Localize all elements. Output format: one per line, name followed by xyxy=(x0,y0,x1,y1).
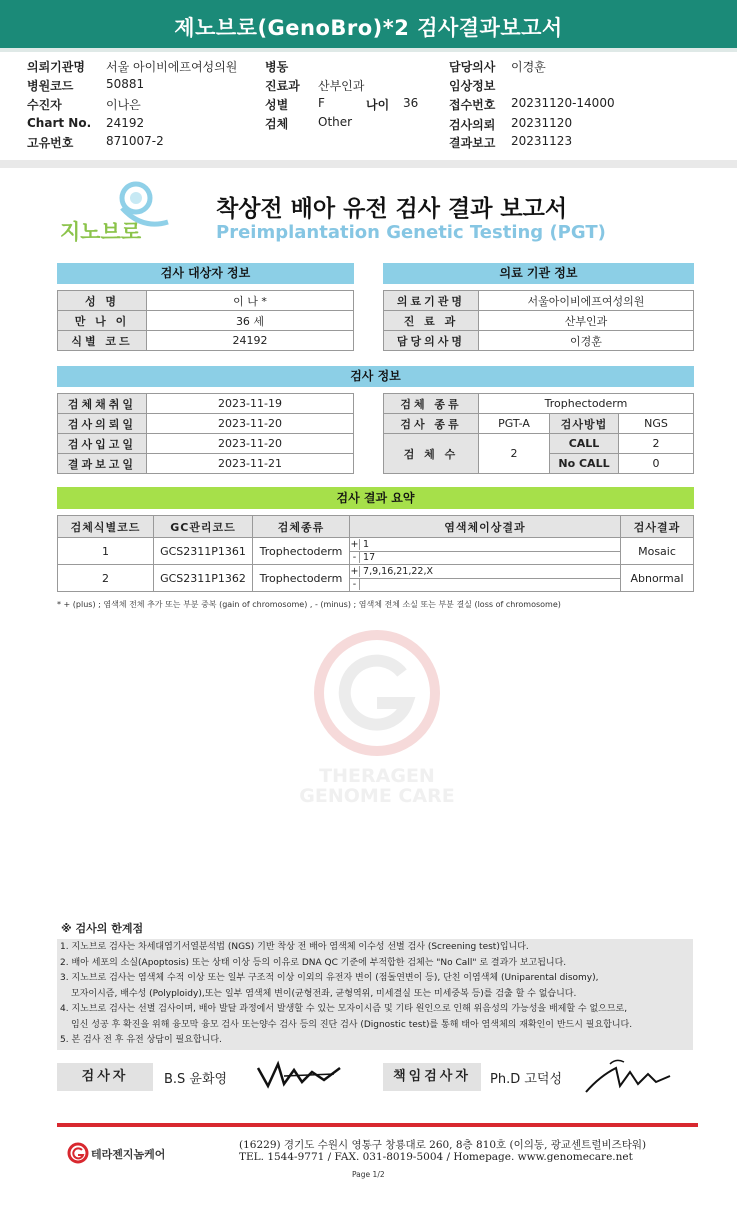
test-date-row xyxy=(58,434,354,454)
test-date-value: 2023-11-20 xyxy=(147,434,354,454)
value-doctor: 이경훈 xyxy=(511,60,546,74)
institution-label: 담당의사명 xyxy=(384,331,479,351)
test-method-label: 검사방법 xyxy=(550,414,619,434)
loss-chromosomes xyxy=(350,551,621,565)
gain-value: 7,9,16,21,22,X xyxy=(363,565,433,577)
institution-label: 의료기관명 xyxy=(384,291,479,311)
test-date-label: 검체채취일 xyxy=(58,394,147,414)
limitation-item: 4. 지노브로 검사는 선별 검사이며, 배아 발달 과정에서 발생할 수 있는 모자이시즘 및 기타 원인으로 인해 위음성의 가능성을 배제할 수 없으므로, xyxy=(60,1004,628,1014)
summary-header-row xyxy=(58,516,694,538)
value-result-report: 20231123 xyxy=(511,134,573,148)
institution-row xyxy=(384,291,694,311)
subject-value: 이 나 * xyxy=(147,291,354,311)
test-method-value: NGS xyxy=(619,414,694,434)
label-age: 나이 xyxy=(366,98,390,112)
test-type-value: PGT-A xyxy=(479,414,550,434)
label-chart-no: Chart No. xyxy=(27,116,92,130)
label-clinical-info: 임상정보 xyxy=(449,79,496,93)
test-info-section-header: 검사 정보 xyxy=(57,366,694,387)
test-date-value: 2023-11-19 xyxy=(147,394,354,414)
institution-table xyxy=(383,290,694,351)
company-name: 테라젠지놈케어 xyxy=(91,1148,166,1161)
subject-row xyxy=(58,291,354,311)
value-hospital-code: 50881 xyxy=(106,77,145,91)
subject-row xyxy=(58,331,354,351)
limitation-item: 2. 배아 세포의 소실(Apoptosis) 또는 상태 이상 등의 이유로 DNA QC 기준에 부적합한 검체는 "No Call" 로 결과가 보고됩니다. xyxy=(60,957,567,968)
limitation-item: 임신 성공 후 확진을 위해 융모막 융모 검사 또는양수 검사 등의 진단 검사 (Dignostic test)를 통해 태아 염색체의 재확인이 반드시 필요합니다. xyxy=(71,1019,633,1030)
call-label: CALL xyxy=(550,434,619,454)
header-divider xyxy=(0,48,737,52)
value-patient: 이나은 xyxy=(106,98,141,112)
specimen-count-value: 2 xyxy=(479,434,550,474)
summary-section-header: 검사 결과 요약 xyxy=(57,487,694,509)
test-dates-table xyxy=(57,393,354,474)
specimen-type: Trophectoderm xyxy=(253,565,350,592)
loss-chromosomes xyxy=(350,578,621,592)
plus-sign: + xyxy=(350,538,359,550)
limitation-item: 5. 본 검사 전 후 유전 상담이 필요합니다. xyxy=(60,1035,222,1045)
value-sex: F xyxy=(318,96,325,110)
tester-label: 검사자 xyxy=(57,1063,153,1091)
tester-name: B.S 윤화영 xyxy=(164,1072,228,1087)
test-detail-table xyxy=(383,393,694,474)
institution-value: 서울아이비에프여성의원 xyxy=(479,291,694,311)
limitations-box xyxy=(57,939,693,1050)
col-specimen-type: 검체종류 xyxy=(253,516,350,538)
director-name: Ph.D 고덕성 xyxy=(490,1072,563,1087)
summary-table xyxy=(57,515,694,592)
test-result: Abnormal xyxy=(621,565,694,592)
value-chart-no: 24192 xyxy=(106,116,145,130)
minus-sign: - xyxy=(350,552,360,563)
gain-value: 1 xyxy=(363,538,370,550)
subject-label: 식별 코드 xyxy=(58,331,147,351)
test-date-row xyxy=(58,454,354,474)
limitations-title: ※ 검사의 한계점 xyxy=(61,922,144,935)
footer-divider xyxy=(57,1123,698,1127)
nocall-value: 0 xyxy=(619,454,694,474)
value-reception-no: 20231120-14000 xyxy=(511,96,615,110)
col-test-result: 검사결과 xyxy=(621,516,694,538)
minus-sign: - xyxy=(350,579,360,590)
label-specimen: 검체 xyxy=(265,117,289,131)
subject-value: 24192 xyxy=(147,331,354,351)
test-date-row xyxy=(58,394,354,414)
director-label: 책임검사자 xyxy=(383,1063,481,1091)
gc-code: GCS2311P1361 xyxy=(154,538,253,565)
institution-value: 이경훈 xyxy=(479,331,694,351)
value-department: 산부인과 xyxy=(318,79,365,93)
test-date-value: 2023-11-21 xyxy=(147,454,354,474)
gc-code: GCS2311P1362 xyxy=(154,565,253,592)
institution-row xyxy=(384,311,694,331)
value-specimen: Other xyxy=(318,115,353,129)
institution-label: 진 료 과 xyxy=(384,311,479,331)
page-number: Page 1/2 xyxy=(352,1170,385,1179)
limitation-item: 1. 지노브로 검사는 차세대염기서열분석법 (NGS) 기반 착상 전 배아 염색체 이수성 선별 검사 (Screening test)입니다. xyxy=(60,942,529,952)
company-contact: TEL. 1544-9771 / FAX. 031-8019-5004 / Homepage. www.genomecare.net xyxy=(239,1151,633,1163)
company-logo-icon xyxy=(67,1142,89,1164)
label-test-request: 검사의뢰 xyxy=(449,118,496,132)
label-reception-no: 접수번호 xyxy=(449,98,496,112)
label-unique-no: 고유번호 xyxy=(27,136,74,150)
limitation-item: 모자이시즘, 배수성 (Polyploidy),또는 일부 염색체 변이(균형전좌, 균형역위, 미세결실 또는 미세중복 등)를 검출 할 수 없습니다. xyxy=(71,988,577,999)
plus-sign: + xyxy=(350,565,359,577)
col-gc-code: GC관리코드 xyxy=(154,516,253,538)
watermark-text: THERAGEN GENOME CARE xyxy=(299,765,455,807)
subject-row xyxy=(58,311,354,331)
gain-chromosomes xyxy=(350,565,621,579)
value-institution: 서울 아이비에프여성의원 xyxy=(106,60,238,74)
subject-label: 만 나 이 xyxy=(58,311,147,331)
call-value: 2 xyxy=(619,434,694,454)
label-hospital-code: 병원코드 xyxy=(27,79,74,93)
label-patient: 수진자 xyxy=(27,98,62,112)
label-institution: 의뢰기관명 xyxy=(27,60,85,74)
summary-row xyxy=(58,538,694,552)
page-separator xyxy=(0,160,737,168)
label-department: 진료과 xyxy=(265,79,300,93)
value-unique-no: 871007-2 xyxy=(106,134,164,148)
summary-row xyxy=(58,565,694,579)
specimen-type: Trophectoderm xyxy=(253,538,350,565)
label-result-report: 결과보고 xyxy=(449,136,496,150)
col-chromosome-result: 염색체이상결과 xyxy=(350,516,621,538)
test-date-label: 검사입고일 xyxy=(58,434,147,454)
report-title-ko: 착상전 배아 유전 검사 결과 보고서 xyxy=(216,196,568,222)
watermark-logo-icon xyxy=(312,628,442,758)
label-sex: 성별 xyxy=(265,98,289,112)
specimen-id: 1 xyxy=(58,538,154,565)
test-result: Mosaic xyxy=(621,538,694,565)
subject-label: 성 명 xyxy=(58,291,147,311)
institution-row xyxy=(384,331,694,351)
gain-chromosomes xyxy=(350,538,621,552)
value-age: 36 xyxy=(403,96,419,110)
report-title-en: Preimplantation Genetic Testing (PGT) xyxy=(216,222,606,243)
director-signature xyxy=(580,1056,675,1096)
summary-footnote: * + (plus) ; 염색체 전체 추가 또는 부분 중복 (gain of chromosome) , - (minus) ; 염색체 전체 소실 또는 부분 결실 (loss of chromosome) xyxy=(57,600,561,609)
specimen-type-label: 검체 종류 xyxy=(384,394,479,414)
institution-section-header: 의료 기관 정보 xyxy=(383,263,694,284)
label-doctor: 담당의사 xyxy=(449,60,496,74)
tester-signature xyxy=(254,1058,344,1094)
specimen-type-value: Trophectoderm xyxy=(479,394,694,414)
specimen-count-label: 검 체 수 xyxy=(384,434,479,474)
nocall-label: No CALL xyxy=(550,454,619,474)
specimen-id: 2 xyxy=(58,565,154,592)
report-header-title: 제노브로(GenoBro)*2 검사결과보고서 xyxy=(0,0,737,48)
test-date-value: 2023-11-20 xyxy=(147,414,354,434)
test-date-row xyxy=(58,414,354,434)
institution-value: 산부인과 xyxy=(479,311,694,331)
label-ward: 병동 xyxy=(265,60,289,74)
limitation-item: 3. 지노브로 검사는 염색체 수적 이상 또는 일부 구조적 이상 이외의 유전자 변이 (점돌연변이 등), 단친 이염색체 (Uniparental disomy), xyxy=(60,973,599,983)
loss-value: 17 xyxy=(363,552,376,564)
test-type-label: 검사 종류 xyxy=(384,414,479,434)
subject-section-header: 검사 대상자 정보 xyxy=(57,263,354,284)
value-test-request: 20231120 xyxy=(511,116,573,130)
company-address: (16229) 경기도 수원시 영통구 창룡대로 260, 8층 810호 (이의동, 광교센트럴비즈타워) xyxy=(239,1139,647,1151)
logo-text: 지노브로 xyxy=(60,220,142,244)
test-date-label: 검사의뢰일 xyxy=(58,414,147,434)
subject-value: 36 세 xyxy=(147,311,354,331)
subject-table xyxy=(57,290,354,351)
col-specimen-id: 검체식별코드 xyxy=(58,516,154,538)
test-date-label: 결과보고일 xyxy=(58,454,147,474)
